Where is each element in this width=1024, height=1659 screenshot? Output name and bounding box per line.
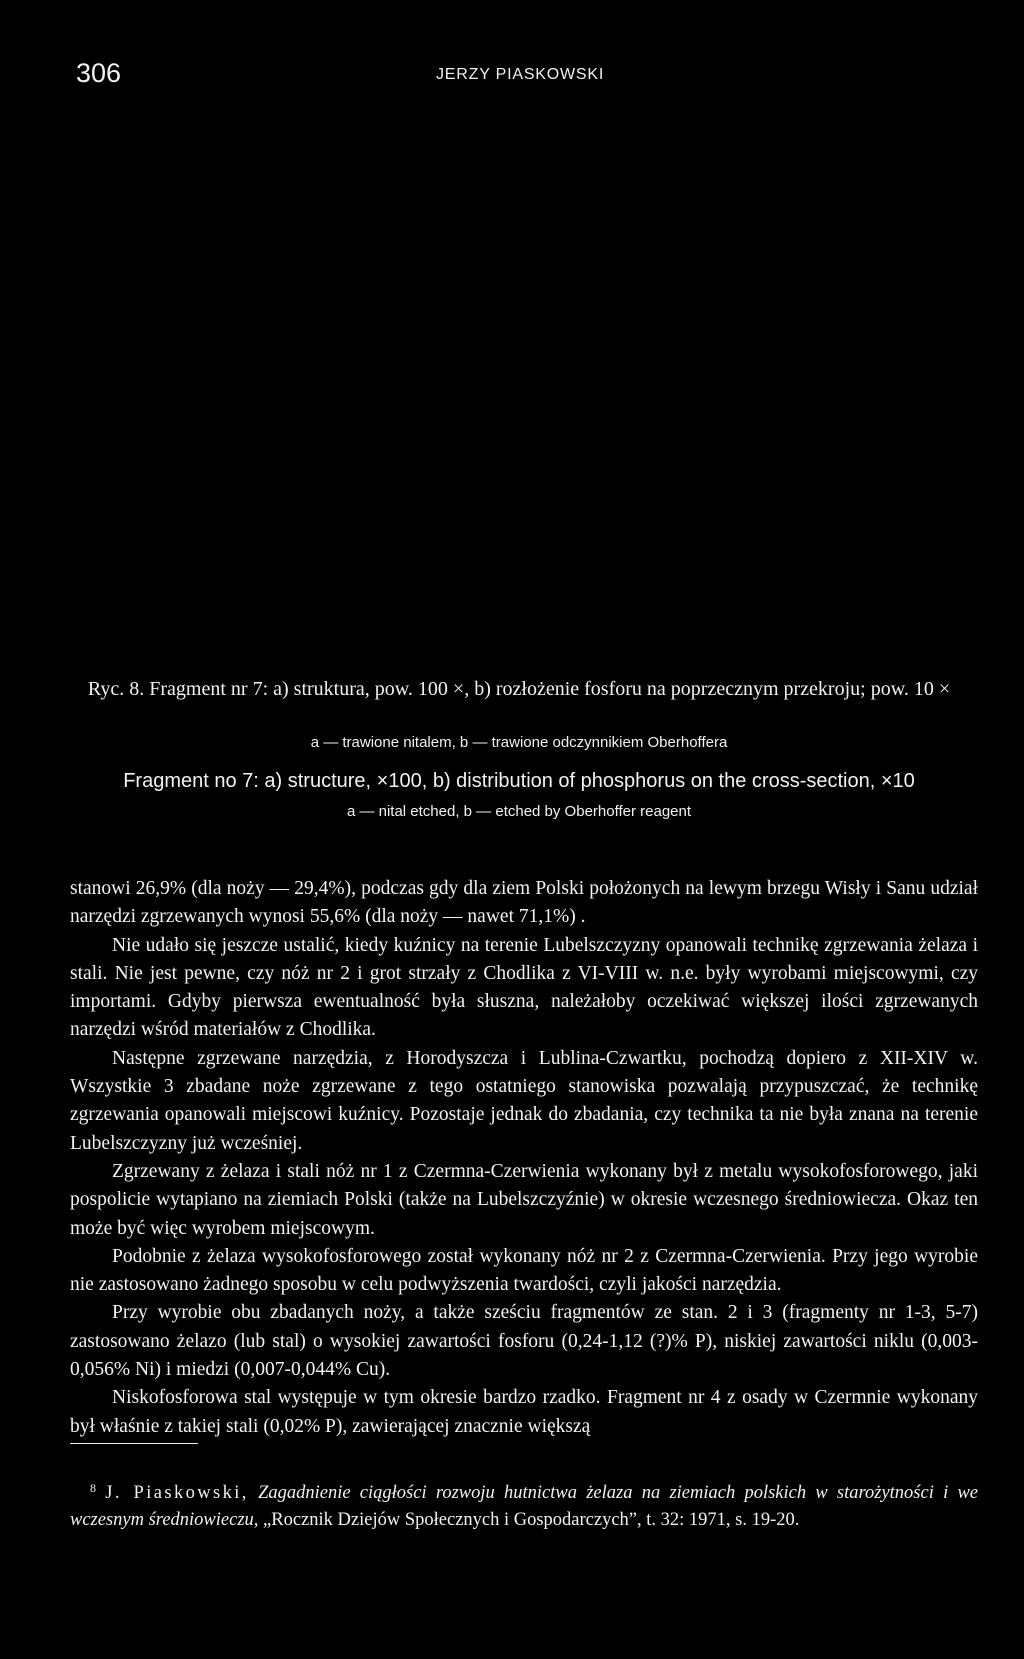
paragraph-1: stanowi 26,9% (dla noży — 29,4%), podczas gdy dla ziem Polski położonych na lewym brzegu Wisły i Sanu udział narzędzi zgrzewanych wynosi 55,6% (dla noży — nawet 71,1%) . (70, 878, 978, 928)
figure-caption-english: Fragment no 7: a) structure, ×100, b) distribution of phosphorus on the cross-section, ×10 (123, 770, 915, 792)
footnote-rule (70, 1443, 198, 1444)
paragraph-6: Przy wyrobie obu zbadanych noży, a także sześciu fragmentów ze stan. 2 i 3 (fragmenty nr 1-3, 5-7) zastosowano żelazo (lub stal) o wysokiej zawartości fosforu (0,24-1,12 (?)% P), niskiej zawartości niklu (0,003-0,056% Ni) i miedzi (0,007-0,044% Cu). (70, 1302, 978, 1381)
figure-caption-english-sub: a — nital etched, b — etched by Oberhoffer reagent (346, 803, 692, 820)
paragraph-7: Niskofosforowa stal występuje w tym okresie bardzo rzadko. Fragment nr 4 z osady w Czermnie wykonany był właśnie z takiej stali (0,02% P), zawierającej znacznie większą (70, 1387, 978, 1437)
footnote-author: J. Piaskowski, (105, 1483, 249, 1503)
page-header (76, 58, 966, 94)
footnote-marker: 8 (90, 1481, 96, 1495)
footnote-source: „Rocznik Dziejów Społecznych i Gospodarczych”, t. 32: 1971, s. 19-20. (263, 1509, 800, 1530)
paragraph-4: Zgrzewany z żelaza i stali nóż nr 1 z Czermna-Czerwienia wykonany był z metalu wysokofosforowego, jaki pospolicie wytapiano na ziemiach Polski (także na Lubelszczyźnie) w okresie wczesnego średniowiecza. Okaz ten może być więc wyrobem miejscowym. (70, 1160, 978, 1239)
figure-caption-polish: Ryc. 8. Fragment nr 7: a) struktura, pow. 100 ×, b) rozłożenie fosforu na poprzecznym przekroju; pow. 10 × (87, 678, 951, 700)
body-text (70, 875, 978, 1441)
footnote (70, 1475, 978, 1533)
running-head: JERZY PIASKOWSKI (436, 66, 605, 83)
page-number: 306 (76, 58, 122, 88)
paragraph-2: Nie udało się jeszcze ustalić, kiedy kuźnicy na terenie Lubelszczyzny opanowali technikę zgrzewania żelaza i stali. Nie jest pewne, czy nóż nr 2 i grot strzały z Chodlika z VI-VIII w. n.e. były wyrobami miejscowymi, czy importami. Gdyby pierwsza ewentualność była słuszna, należałoby oczekiwać większej ilości zgrzewanych narzędzi wśród materiałów z Chodlika. (70, 934, 978, 1041)
footnote-title: Zagadnienie ciągłości rozwoju hutnictwa żelaza na ziemiach polskich w starożytności i we wczesnym średniowieczu, (70, 1483, 979, 1530)
paragraph-3: Następne zgrzewane narzędzia, z Horodyszcza i Lublina-Czwartku, pochodzą dopiero z XII-XIV w. Wszystkie 3 zbadane noże zgrzewane z tego ostatniego stanowiska pozwalają przypuszczać, że technikę zgrzewania opanowali miejscowi kuźnicy. Pozostaje jednak do zbadania, czy technika ta nie była znana na terenie Lubelszczyzny już wcześniej. (70, 1047, 978, 1154)
paragraph-5: Podobnie z żelaza wysokofosforowego został wykonany nóż nr 2 z Czermna-Czerwienia. Przy jego wyrobie nie zastosowano żadnego sposobu w celu podwyższenia twardości, czyli jakości narzędzia. (70, 1245, 978, 1296)
figure-caption-polish-sub: a — trawione nitalem, b — trawione odczynnikiem Oberhoffera (310, 734, 728, 751)
